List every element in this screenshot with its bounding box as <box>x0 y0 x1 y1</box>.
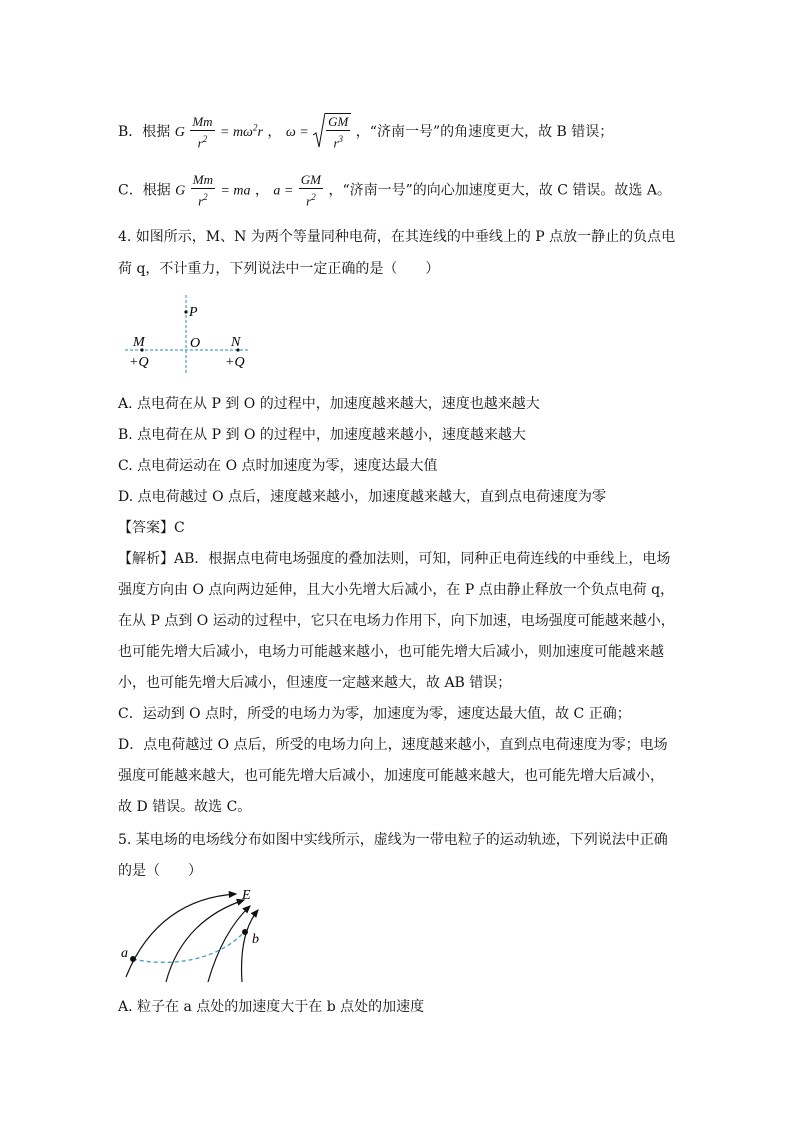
analysis-9: 故 D 错误。故选 C。 <box>118 799 252 815</box>
label-o: O <box>190 336 201 351</box>
analysis-3: 在从 P 点到 O 运动的过程中，它只在电场力作用下，向下加速，电场强度可能越来越小， <box>118 613 675 629</box>
field-line-1 <box>126 894 236 977</box>
omega-eq: ω = <box>285 125 309 141</box>
text: B．根据 <box>118 124 171 141</box>
label-b: b <box>252 932 259 947</box>
label-a: a <box>121 946 128 961</box>
label-n: N <box>231 335 241 350</box>
formula-g: G <box>174 125 185 141</box>
analysis-4: 也可能先增大后减小，电场力可能越来越小，也可能先增大后减小，则加速度可能越来越 <box>118 644 664 660</box>
rhs: = mω <box>220 125 253 141</box>
q4-stem-2: 荷 q，不计重力，下列说法中一定正确的是（ ） <box>118 261 440 277</box>
point-a <box>130 956 136 962</box>
fraction-mm-r2 <box>190 114 214 151</box>
label-m: M <box>133 335 145 350</box>
sqrt-gm-r3: $\frac{GM}{r^3}$ <box>313 113 351 151</box>
q5-stem-1: 5. 某电场的电场线分布如图中实线所示，虚线为一带电粒子的运动轨迹，下列说法中正确 <box>118 832 668 848</box>
option-b-analysis: B．根据 G $\frac{Mm}{r^2}$ = $m\omega^2r$ ， ω = $\frac{GM}{r^3}$ ，“济南一号”的角速度更大，故 B 错误； <box>118 113 614 151</box>
numerator: Mm <box>192 113 213 129</box>
label-charge-n: +Q <box>225 355 245 370</box>
q5-stem-2: 的是（ ） <box>118 863 202 879</box>
label-charge-m: +Q <box>129 355 149 370</box>
point-b <box>242 929 248 935</box>
q4-stem-1: 4. 如图所示，M、N 为两个等量同种电荷，在其连线的中垂线上的 P 点放一静止的负点电 <box>118 229 676 245</box>
label-e: E <box>242 888 251 903</box>
q4-option-c: C. 点电荷运动在 O 点时加速度为零，速度达最大值 <box>118 458 438 474</box>
analysis-2: 强度方向由 O 点向两边延伸，且大小先增大后减小，在 P 点由静止释放一个负点电荷 q， <box>118 582 675 598</box>
label-p: P <box>189 305 198 320</box>
option-c-analysis: C．根据 G $\frac{Mm}{r^2}$ = ma ， a = $\frac{GM}{r^2}$ ，“济南一号”的向心加速度更大，故 C 错误。故选 A。 <box>118 172 671 209</box>
analysis-8: 强度可能越来越大，也可能先增大后减小，加速度可能越来越大，也可能先增大后减小， <box>118 768 664 784</box>
denominator: $r^2$ <box>197 133 208 150</box>
radical-sign <box>313 113 325 149</box>
analysis-5: 小，也可能先增大后减小，但速度一定越来越大，故 AB 错误； <box>118 675 512 691</box>
fraction-mm-r2: $\frac{Mm}{r^2}$ <box>192 172 213 209</box>
fraction-gm-r2: $\frac{GM}{r^2}$ <box>300 172 322 209</box>
q4-option-d: D. 点电荷越过 O 点后，速度越来越小，加速度越来越大，直到点电荷速度为零 <box>118 489 607 505</box>
q4-option-a: A. 点电荷在从 P 到 O 的过程中，加速度越来越大，速度也越来越大 <box>118 396 540 412</box>
q5-option-a: A. 粒子在 a 点处的加速度大于在 b 点处的加速度 <box>118 999 425 1015</box>
analysis-6: C．运动到 O 点时，所受的电场力为零，加速度为零，速度达最大值，故 C 正确； <box>118 706 631 722</box>
analysis-7: D．点电荷越过 O 点后，所受的电场力向上，速度越来越小，直到点电荷速度为零；电场 <box>118 737 668 753</box>
q4-answer: 【答案】C <box>118 520 185 536</box>
figure-q5-field-lines <box>118 882 278 987</box>
figure-q4-charges <box>120 290 260 375</box>
q4-option-b: B. 点电荷在从 P 到 O 的过程中，加速度越来越小，速度越来越大 <box>118 427 526 443</box>
point-p <box>184 310 187 313</box>
analysis-1: 【解析】AB．根据点电荷电场强度的叠加法则，可知，同种正电荷连线的中垂线上，电场 <box>118 551 671 567</box>
